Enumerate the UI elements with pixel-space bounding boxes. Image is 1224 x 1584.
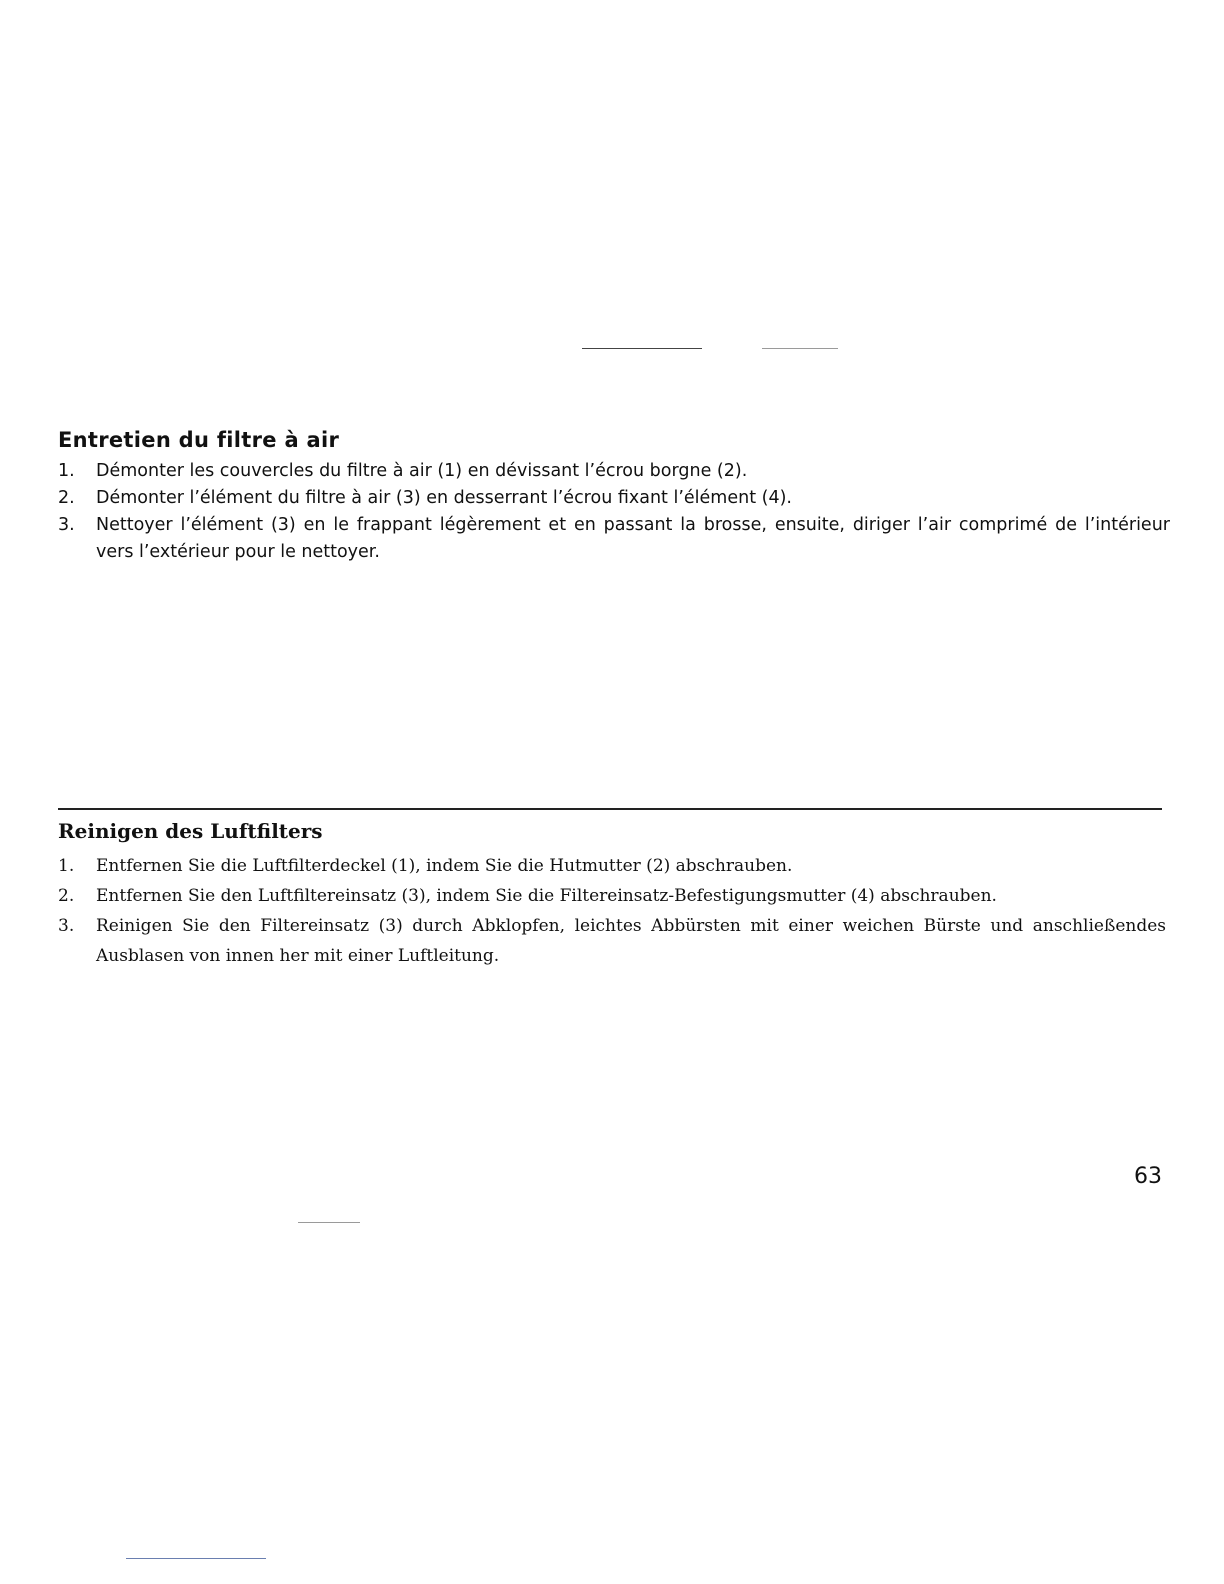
item-number: 2. [58,488,75,508]
bottom-artifact-rule-1 [298,1222,360,1223]
item-number: 3. [58,515,75,535]
list-item [58,851,1166,881]
item-text: Entfernen Sie den Luftfiltereinsatz (3), indem Sie die Filtereinsatz-Befestigungsmutter (4) abschrauben. [96,886,997,906]
item-number: 1. [58,461,75,481]
section-divider [58,808,1162,810]
list-item [58,512,1170,566]
page-number: 63 [1134,1164,1162,1189]
list-item [58,458,1170,485]
item-number: 3. [58,916,75,936]
item-number: 2. [58,886,75,906]
item-text: Démonter les couvercles du filtre à air (1) en dévissant l’écrou borgne (2). [96,461,748,481]
bottom-artifact-rule-2 [126,1558,266,1559]
item-text: Démonter l’élément du filtre à air (3) en desserrant l’écrou fixant l’élément (4). [96,488,792,508]
section-german-air-filter [58,819,1166,971]
heading-german: Reinigen des Luftfilters [58,819,323,843]
item-number: 1. [58,856,75,876]
list-item [58,881,1166,911]
heading-french: Entretien du filtre à air [58,428,340,452]
item-text: Reinigen Sie den Filtereinsatz (3) durch Abklopfen, leichtes Abbürsten mit einer weichen Bürste und anschließendes Ausblasen von innen her mit einer Luftleitung. [96,916,1166,966]
top-artifact-rule-1 [582,348,702,349]
item-text: Entfernen Sie die Luftfilterdeckel (1), indem Sie die Hutmutter (2) abschrauben. [96,856,793,876]
list-item [58,911,1166,971]
list-item [58,485,1170,512]
section-french-air-filter [58,428,1170,566]
item-text: Nettoyer l’élément (3) en le frappant légèrement et en passant la brosse, ensuite, diriger l’air comprimé de l’intérieur vers l’extérieur pour le nettoyer. [96,515,1170,562]
top-artifact-rule-2 [762,348,838,349]
